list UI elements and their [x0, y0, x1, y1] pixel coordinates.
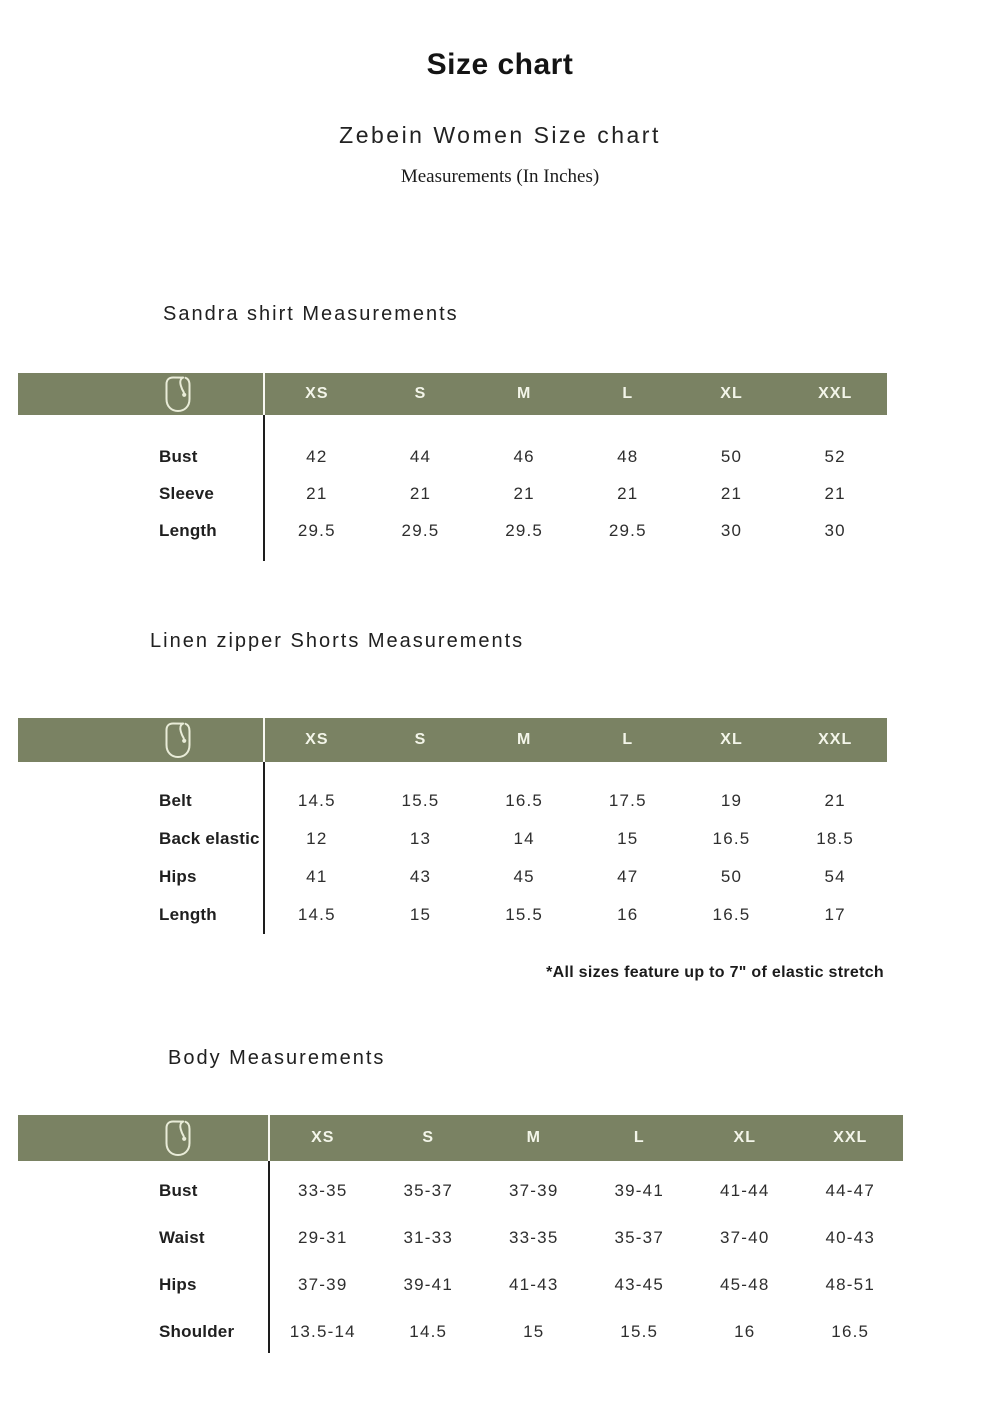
section-title-body-measurements: Body Measurements: [168, 1047, 386, 1069]
cell: 29-31: [298, 1227, 348, 1247]
cell: 43-45: [614, 1274, 664, 1294]
table-row-belt: [18, 782, 887, 820]
cell: 33-35: [298, 1180, 348, 1200]
cell: 21: [409, 483, 432, 503]
cell: 43: [409, 867, 432, 886]
cell: 31-33: [403, 1227, 453, 1247]
table-row-length: [18, 896, 887, 934]
cell: 42: [306, 446, 328, 466]
cell: 29.5: [505, 520, 544, 540]
table-row-bust: [18, 1167, 903, 1214]
section-title-sandra-shirt: Sandra shirt Measurements: [163, 303, 459, 325]
cell: 39-41: [403, 1274, 453, 1294]
size-col-header-xs: XS: [305, 731, 329, 748]
size-col-header-s: S: [422, 1129, 435, 1146]
cell: 37-39: [509, 1180, 559, 1200]
brand-leaf-icon: [164, 375, 192, 413]
cell: 48-51: [825, 1274, 875, 1294]
cell: 21: [720, 483, 743, 503]
cell: 15: [409, 905, 432, 924]
size-col-header-xl: XL: [720, 385, 743, 402]
linen-shorts-table: [18, 718, 887, 934]
cell: 16: [734, 1321, 756, 1341]
cell: 13.5-14: [289, 1321, 356, 1341]
table-row-shoulder: [18, 1308, 903, 1355]
table-divider-line: [263, 762, 265, 934]
size-col-header-l: L: [622, 385, 634, 402]
section-title-linen-shorts: Linen zipper Shorts Measurements: [150, 630, 525, 652]
header-divider-line: [263, 718, 265, 762]
cell: 40-43: [825, 1227, 875, 1247]
cell: 21: [824, 791, 846, 810]
table-row-sleeve: [18, 475, 887, 512]
brand-leaf-icon: [164, 1119, 192, 1157]
cell: 37-39: [298, 1274, 348, 1294]
size-col-header-xs: XS: [305, 385, 329, 402]
cell: 48: [617, 446, 639, 466]
cell: 39-41: [614, 1180, 664, 1200]
row-label: Hips: [159, 867, 197, 886]
size-col-header-m: M: [526, 1129, 541, 1146]
table-divider-line: [268, 1161, 270, 1353]
table-body: [18, 1161, 903, 1355]
cell: 41-43: [509, 1274, 559, 1294]
cell: 13: [409, 829, 432, 848]
cell: 29.5: [608, 520, 647, 540]
size-col-header-s: S: [414, 731, 427, 748]
cell: 15: [617, 829, 639, 848]
sandra-shirt-table: [18, 373, 887, 549]
cell: 18.5: [816, 829, 855, 848]
cell: 12: [306, 829, 328, 848]
cell: 21: [617, 483, 639, 503]
cell: 46: [513, 446, 535, 466]
cell: 17.5: [608, 791, 647, 810]
size-col-header-xl: XL: [720, 731, 743, 748]
size-col-header-xxl: XXL: [833, 1129, 868, 1146]
row-label: Sleeve: [159, 483, 215, 503]
cell: 14: [513, 829, 535, 848]
units-note: Measurements (In Inches): [400, 166, 600, 187]
cell: 35-37: [614, 1227, 664, 1247]
size-col-header-m: M: [516, 731, 532, 748]
row-label: Belt: [159, 791, 192, 810]
cell: 41-44: [720, 1180, 770, 1200]
cell: 16.5: [712, 829, 751, 848]
cell: 47: [617, 867, 639, 886]
cell: 44: [409, 446, 432, 466]
table-divider-line: [263, 415, 265, 561]
elastic-stretch-footnote: *All sizes feature up to 7" of elastic stretch: [546, 964, 884, 981]
size-col-header-xl: XL: [733, 1129, 756, 1146]
table-header-row: [18, 373, 887, 415]
size-col-header-xxl: XXL: [818, 385, 853, 402]
page-title: Size chart: [426, 48, 574, 81]
size-col-header-xs: XS: [311, 1129, 335, 1146]
cell: 50: [720, 446, 743, 466]
brand-icon-cell: [18, 373, 265, 415]
header-divider-line: [268, 1115, 270, 1161]
row-label: Bust: [159, 1180, 198, 1200]
cell: 30: [824, 520, 846, 540]
cell: 14.5: [409, 1321, 448, 1341]
cell: 16: [617, 905, 639, 924]
cell: 19: [720, 791, 743, 810]
cell: 29.5: [297, 520, 336, 540]
cell: 35-37: [403, 1180, 453, 1200]
size-col-header-m: M: [516, 385, 532, 402]
cell: 45: [513, 867, 535, 886]
cell: 15.5: [401, 791, 440, 810]
table-body: [18, 762, 887, 934]
size-col-header-l: L: [622, 731, 634, 748]
cell: 37-40: [720, 1227, 770, 1247]
cell: 17: [824, 905, 846, 924]
table-row-back-elastic: [18, 820, 887, 858]
cell: 16.5: [712, 905, 751, 924]
cell: 52: [824, 446, 846, 466]
cell: 44-47: [825, 1180, 875, 1200]
row-label: Waist: [159, 1227, 205, 1247]
table-header-row: [18, 718, 887, 762]
table-header-row: [18, 1115, 903, 1161]
row-label: Shoulder: [159, 1321, 235, 1341]
table-row-length: [18, 512, 887, 549]
cell: 50: [720, 867, 743, 886]
brand-icon-cell: [18, 1115, 270, 1161]
cell: 45-48: [720, 1274, 770, 1294]
brand-icon-cell: [18, 718, 265, 762]
cell: 16.5: [505, 791, 544, 810]
header-divider-line: [263, 373, 265, 415]
cell: 29.5: [401, 520, 440, 540]
cell: 41: [306, 867, 328, 886]
cell: 33-35: [509, 1227, 559, 1247]
table-row-waist: [18, 1214, 903, 1261]
page-subtitle: Zebein Women Size chart: [339, 122, 661, 148]
size-col-header-s: S: [414, 385, 427, 402]
size-col-header-xxl: XXL: [818, 731, 853, 748]
cell: 15.5: [505, 905, 544, 924]
cell: 15.5: [620, 1321, 659, 1341]
cell: 14.5: [297, 791, 336, 810]
cell: 14.5: [297, 905, 336, 924]
table-row-hips: [18, 858, 887, 896]
cell: 16.5: [831, 1321, 870, 1341]
cell: 54: [824, 867, 846, 886]
row-label: Back elastic: [159, 829, 260, 848]
row-label: Hips: [159, 1274, 197, 1294]
cell: 30: [720, 520, 743, 540]
table-body: [18, 415, 887, 549]
row-label: Length: [159, 520, 217, 540]
row-label: Length: [159, 905, 217, 924]
table-row-hips: [18, 1261, 903, 1308]
cell: 21: [306, 483, 328, 503]
brand-leaf-icon: [164, 721, 192, 759]
cell: 21: [513, 483, 535, 503]
body-measurements-table: [18, 1115, 903, 1355]
table-row-bust: [18, 438, 887, 475]
size-col-header-l: L: [633, 1129, 645, 1146]
row-label: Bust: [159, 446, 198, 466]
cell: 15: [523, 1321, 545, 1341]
cell: 21: [824, 483, 846, 503]
